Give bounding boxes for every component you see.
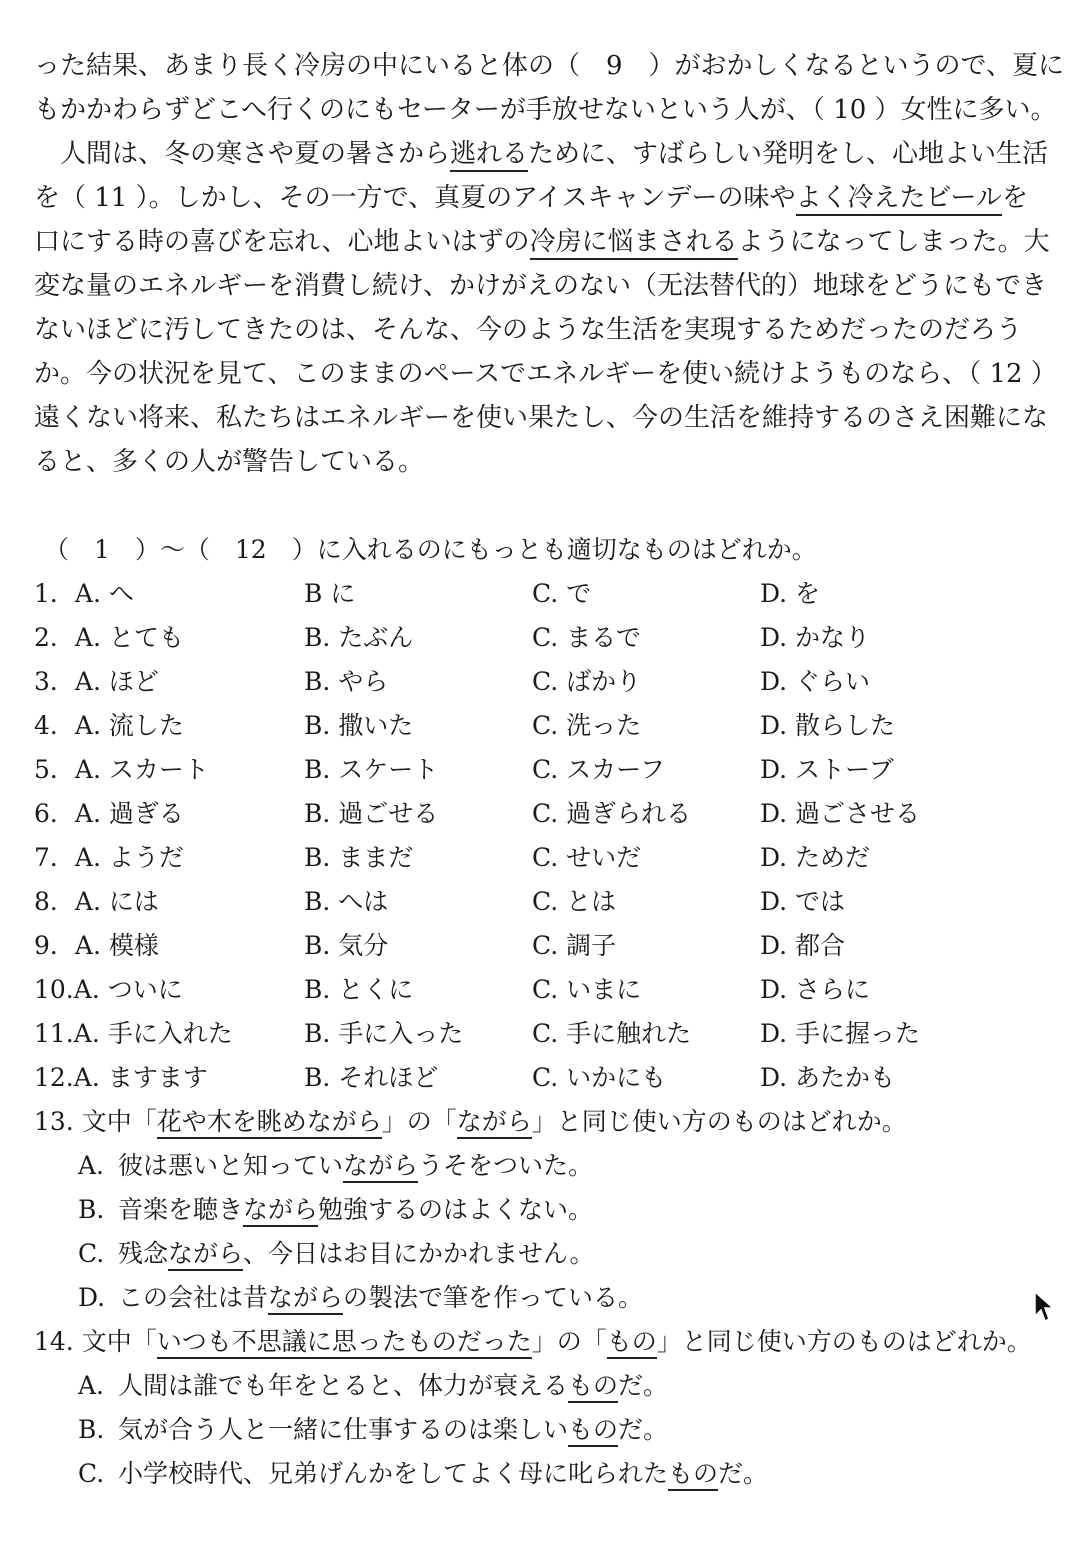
option-c[interactable]: C. まるで <box>532 623 641 652</box>
option-a[interactable] <box>34 660 159 704</box>
passage-text: 人間は、冬の寒さや夏の暑さから <box>34 139 451 169</box>
option-c[interactable]: C. 洗った <box>532 711 642 740</box>
option-a-text: A. には <box>74 887 159 916</box>
option-b[interactable]: B. ままだ <box>304 843 414 872</box>
stem-text: 13. 文中「 <box>34 1107 157 1136</box>
passage-line: か。今の状況を見て、このままのペースでエネルギーを使い続けようものなら、（ 12 ） <box>34 359 1057 389</box>
option-d[interactable]: D. ストーブ <box>760 755 894 784</box>
option-row <box>34 1056 1034 1100</box>
option-a-text: A. ついに <box>73 975 183 1004</box>
choice-text: うそをついた。 <box>418 1151 594 1180</box>
option-d[interactable]: D. ぐらい <box>760 667 871 696</box>
question-number: 1． <box>34 579 75 608</box>
choice-text: 小学校時代、兄弟げんかをしてよく母に叱られた <box>118 1459 669 1488</box>
option-a[interactable] <box>34 968 183 1012</box>
option-a[interactable] <box>34 616 184 660</box>
option-a-text: A. ほど <box>74 667 159 696</box>
option-d[interactable]: D. 都合 <box>760 931 846 960</box>
choice-text: だ。 <box>618 1415 669 1444</box>
option-a-text: A. スカート <box>74 755 209 784</box>
option-row <box>34 880 1034 924</box>
option-b[interactable]: B. 気分 <box>304 931 389 960</box>
choice-text: 、今日はお目にかかれません。 <box>243 1239 595 1268</box>
option-a[interactable] <box>34 836 184 880</box>
choice-label: C. <box>78 1459 105 1488</box>
passage-line <box>34 132 1049 176</box>
choice-label: A. <box>78 1371 105 1400</box>
underlined-phrase: もの <box>568 1371 618 1403</box>
option-a[interactable] <box>34 924 159 968</box>
option-row <box>34 572 1034 616</box>
option-row <box>34 968 1034 1012</box>
underlined-phrase: ながら <box>168 1239 243 1271</box>
question-number: 5． <box>34 755 75 784</box>
option-a[interactable] <box>34 704 184 748</box>
question-13-stem <box>34 1100 907 1144</box>
options-table <box>34 572 1034 1100</box>
underlined-phrase: 逃れる <box>450 139 528 172</box>
passage-text: ようになってしまった。大 <box>737 227 1050 257</box>
q14-choice-b[interactable] <box>78 1408 668 1452</box>
option-a[interactable] <box>34 572 134 616</box>
option-c[interactable]: C. いまに <box>532 975 642 1004</box>
mouse-pointer-icon <box>1033 1290 1055 1324</box>
question-number: 2． <box>34 623 75 652</box>
underlined-phrase: もの <box>607 1327 657 1359</box>
stem-text: 」の「 <box>381 1107 457 1136</box>
option-c[interactable]: C. 過ぎられる <box>532 799 692 828</box>
option-a-text: A. 手に入れた <box>73 1019 233 1048</box>
q13-choice-a[interactable] <box>78 1144 593 1188</box>
option-a[interactable] <box>34 880 159 924</box>
choice-text: だ。 <box>718 1459 769 1488</box>
option-b[interactable]: B. 撒いた <box>304 711 414 740</box>
option-a-text: A. ますます <box>73 1063 208 1092</box>
passage-line: 変な量のエネルギーを消費し続け、かけがえのない（无法替代的）地球をどうにもでき <box>34 271 1047 301</box>
underlined-phrase: もの <box>568 1415 618 1447</box>
stem-text: 」と同じ使い方のものはどれか。 <box>656 1327 1032 1356</box>
option-d[interactable]: D. 過ごさせる <box>760 799 921 828</box>
option-b[interactable]: B. スケート <box>304 755 439 784</box>
choice-text: 人間は誰でも年をとると、体力が衰える <box>118 1371 569 1400</box>
underlined-phrase: いつも不思議に思ったものだった <box>157 1327 532 1359</box>
choice-label: B. <box>78 1195 105 1224</box>
option-b[interactable]: B に <box>304 579 356 608</box>
option-a-text: A. 模様 <box>74 931 159 960</box>
question-14-stem <box>34 1320 1032 1364</box>
choice-text: の製法で筆を作っている。 <box>343 1283 644 1312</box>
question-number: 10. <box>34 975 74 1004</box>
underlined-phrase: ながら <box>268 1283 343 1315</box>
option-d[interactable]: D. 手に握った <box>760 1019 921 1048</box>
option-d[interactable]: D. では <box>760 887 846 916</box>
choice-label: D. <box>78 1283 106 1312</box>
stem-text: 14. 文中「 <box>34 1327 157 1356</box>
choice-text: 音楽を聴き <box>118 1195 244 1224</box>
option-a-text: A. とても <box>74 623 184 652</box>
question-number: 7． <box>34 843 75 872</box>
option-c[interactable]: C. いかにも <box>532 1063 667 1092</box>
option-b[interactable]: B. たぶん <box>304 623 414 652</box>
passage-line <box>34 176 1044 220</box>
option-d[interactable]: D. さらに <box>760 975 871 1004</box>
q13-choice-b[interactable] <box>78 1188 593 1232</box>
choice-text: 残念 <box>118 1239 169 1268</box>
underlined-phrase: もの <box>668 1459 718 1491</box>
option-b[interactable]: B. やら <box>304 667 389 696</box>
choice-text: 勉強するのはよくない。 <box>318 1195 594 1224</box>
option-d[interactable]: D. ためだ <box>760 843 871 872</box>
option-c[interactable]: C. 手に触れた <box>532 1019 692 1048</box>
choice-text: 気が合う人と一緒に仕事するのは楽しい <box>118 1415 569 1444</box>
option-a-text: A. 過ぎる <box>74 799 184 828</box>
option-row <box>34 836 1034 880</box>
choice-text: この会社は昔 <box>118 1283 269 1312</box>
underlined-phrase: ながら <box>343 1151 418 1183</box>
question-instruction: （ 1 ）～（ 12 ）に入れるのにもっとも適切なものはどれか。 <box>44 535 817 564</box>
option-c[interactable]: C. とは <box>532 887 617 916</box>
option-d[interactable]: D. あたかも <box>760 1063 896 1092</box>
option-c[interactable]: C. 調子 <box>532 931 617 960</box>
underlined-phrase: 冷房に悩まされる <box>530 227 738 260</box>
option-c[interactable]: C. せいだ <box>532 843 642 872</box>
stem-text: 」の「 <box>531 1327 607 1356</box>
option-d[interactable]: D. 散らした <box>760 711 896 740</box>
question-number: 11. <box>34 1019 74 1048</box>
underlined-phrase: ながら <box>457 1107 532 1139</box>
option-a[interactable] <box>34 792 184 836</box>
passage-line: ると、多くの人が警告している。 <box>34 447 425 477</box>
option-row <box>34 704 1034 748</box>
option-a-text: A. ようだ <box>74 843 184 872</box>
q14-choice-c[interactable] <box>78 1452 768 1496</box>
option-row <box>34 660 1034 704</box>
choice-label: C. <box>78 1239 105 1268</box>
option-c[interactable]: C. スカーフ <box>532 755 665 784</box>
passage-text: ために、すばらしい発明をし、心地よい生活 <box>528 139 1049 169</box>
underlined-phrase: よく冷えたビール <box>796 183 1002 216</box>
option-a[interactable] <box>34 748 209 792</box>
option-c[interactable]: C. で <box>532 579 592 608</box>
question-number: 12. <box>34 1063 74 1092</box>
question-number: 8． <box>34 887 75 916</box>
option-b[interactable]: B. 過ごせる <box>304 799 439 828</box>
passage-line: 遠くない将来、私たちはエネルギーを使い果たし、今の生活を維持するのさえ困難にな <box>34 403 1049 433</box>
q13-choice-d[interactable] <box>78 1276 643 1320</box>
choice-label: B. <box>78 1415 105 1444</box>
option-row <box>34 792 1034 836</box>
option-a-text: A. へ <box>74 579 134 608</box>
q13-choice-c[interactable] <box>78 1232 595 1276</box>
option-d[interactable]: D. を <box>760 579 821 608</box>
passage-line <box>34 220 1050 264</box>
underlined-phrase: 花や木を眺めながら <box>157 1107 382 1139</box>
passage-text: を（ 11 ）。しかし、その一方で、真夏のアイスキャンデーの味や <box>34 183 796 213</box>
option-a-text: A. 流した <box>74 711 184 740</box>
choice-text: 彼は悪いと知ってい <box>118 1151 344 1180</box>
option-row <box>34 1012 1034 1056</box>
stem-text: 」と同じ使い方のものはどれか。 <box>531 1107 907 1136</box>
option-b[interactable]: B. とくに <box>304 975 414 1004</box>
passage-line: ないほどに汚してきたのは、そんな、今のような生活を実現するためだったのだろう <box>34 315 1023 345</box>
reading-passage <box>34 44 1065 484</box>
question-number: 4． <box>34 711 75 740</box>
passage-line: もかかわらずどこへ行くのにもセーターが手放せないという人が、（ 10 ）女性に多い。 <box>34 95 1057 125</box>
option-b[interactable]: B. へは <box>304 887 389 916</box>
question-number: 9． <box>34 931 75 960</box>
passage-text: 口にする時の喜びを忘れ、心地よいはずの <box>34 227 530 257</box>
option-a[interactable] <box>34 1056 208 1100</box>
option-row <box>34 924 1034 968</box>
choice-label: A. <box>78 1151 105 1180</box>
passage-line: った結果、あまり長く冷房の中にいると体の（ 9 ）がおかしくなるというので、夏に <box>34 51 1065 81</box>
q14-choice-a[interactable] <box>78 1364 668 1408</box>
option-a[interactable] <box>34 1012 233 1056</box>
question-number: 3． <box>34 667 75 696</box>
option-b[interactable]: B. 手に入った <box>304 1019 464 1048</box>
option-row <box>34 616 1034 660</box>
underlined-phrase: ながら <box>243 1195 318 1227</box>
option-row <box>34 748 1034 792</box>
option-d[interactable]: D. かなり <box>760 623 871 652</box>
passage-text: を <box>1001 183 1028 213</box>
option-b[interactable]: B. それほど <box>304 1063 439 1092</box>
option-c[interactable]: C. ばかり <box>532 667 642 696</box>
choice-text: だ。 <box>618 1371 669 1400</box>
question-number: 6． <box>34 799 75 828</box>
